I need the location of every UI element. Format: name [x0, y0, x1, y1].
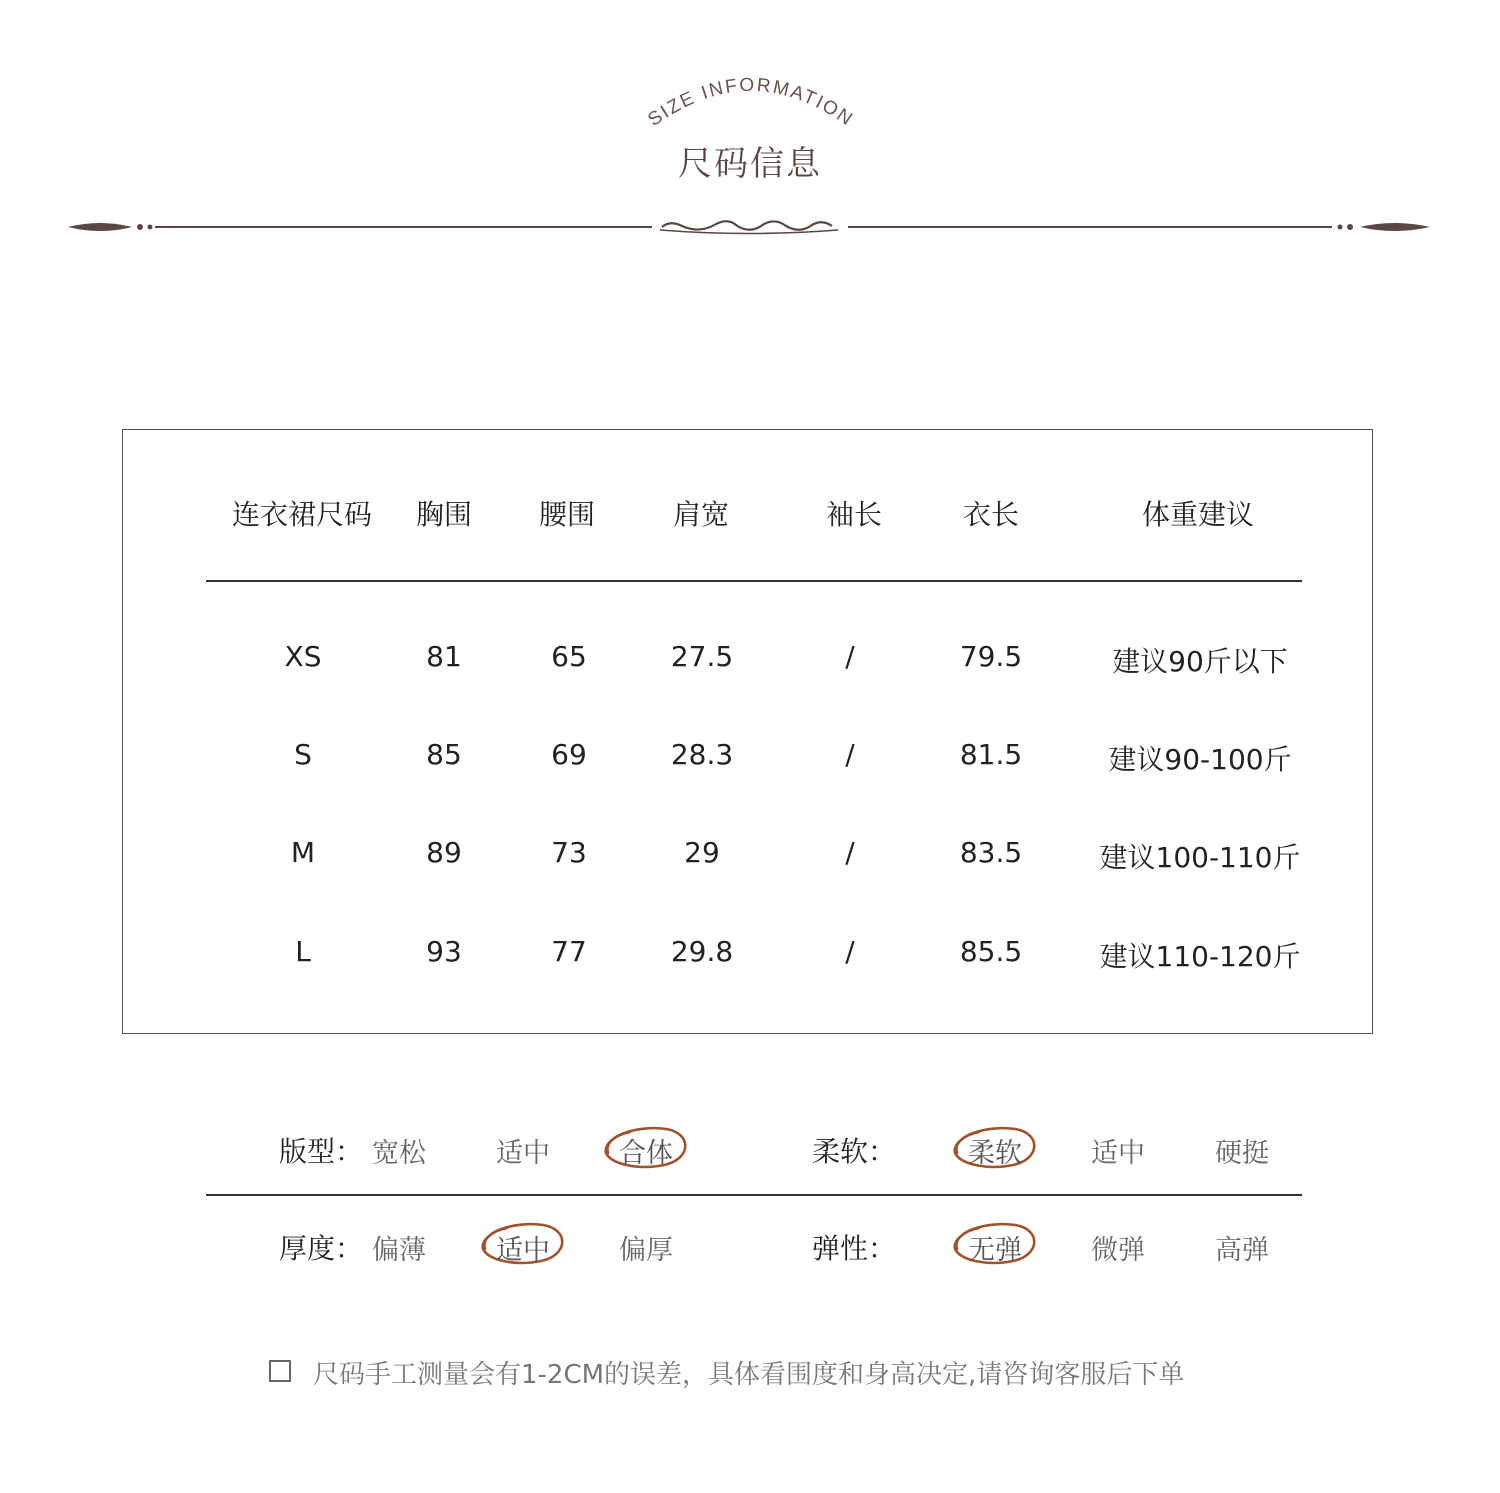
thickness-option-medium: 适中	[496, 1235, 550, 1266]
fit-label: 版型：	[279, 1135, 364, 1168]
title-en: SIZE INFORMATION	[644, 74, 858, 131]
table-cell: 83.5	[959, 836, 1023, 869]
table-cell: /	[845, 738, 855, 771]
checkbox-icon	[269, 1360, 291, 1382]
table-cell: 93	[426, 935, 462, 968]
table-cell: /	[845, 640, 855, 673]
elasticity-label: 弹性：	[812, 1232, 897, 1265]
table-cell: 85	[426, 738, 462, 771]
table-cell: 建议90斤以下	[1112, 645, 1288, 678]
table-cell: M	[290, 836, 316, 869]
col-header-weight: 体重建议	[1141, 498, 1255, 531]
table-cell: 73	[551, 836, 587, 869]
fit-option-loose: 宽松	[372, 1138, 426, 1169]
page-title: 尺码信息	[678, 144, 822, 184]
softness-option-stiff: 硬挺	[1215, 1138, 1269, 1169]
header-rule	[206, 580, 1302, 582]
col-header-sleeve: 袖长	[825, 498, 883, 531]
ornamental-divider	[60, 210, 1440, 244]
table-cell: 81	[426, 640, 462, 673]
col-header-size: 连衣裙尺码	[231, 498, 373, 531]
svg-text:SIZE INFORMATION	[644, 75, 857, 131]
softness-option-soft: 柔软	[968, 1138, 1022, 1169]
table-cell: 29.8	[670, 935, 734, 968]
elasticity-option-none: 无弹	[968, 1235, 1022, 1266]
table-cell: 85.5	[959, 935, 1023, 968]
measurement-note: 尺码手工测量会有1-2CM的误差，具体看围度和身高决定,请咨询客服后下单	[313, 1360, 1185, 1390]
table-cell: 81.5	[959, 738, 1023, 771]
softness-label: 柔软：	[812, 1135, 897, 1168]
fit-option-regular: 适中	[496, 1138, 550, 1169]
thickness-option-thick: 偏厚	[619, 1235, 673, 1266]
elasticity-option-slight: 微弹	[1091, 1235, 1145, 1266]
table-cell: 29	[684, 836, 720, 869]
table-cell: XS	[284, 640, 322, 673]
fit-option-fitted: 合体	[619, 1138, 673, 1169]
table-cell: /	[845, 836, 855, 869]
table-cell: 65	[551, 640, 587, 673]
col-header-length: 衣长	[962, 498, 1020, 531]
table-cell: 69	[551, 738, 587, 771]
table-cell: 79.5	[959, 640, 1023, 673]
table-cell: 89	[426, 836, 462, 869]
table-cell: 建议110-120斤	[1099, 940, 1301, 973]
thickness-option-thin: 偏薄	[372, 1235, 426, 1266]
col-header-waist: 腰围	[538, 498, 596, 531]
table-cell: 27.5	[670, 640, 734, 673]
attributes-rule	[206, 1194, 1302, 1196]
table-cell: 77	[551, 935, 587, 968]
table-cell: 28.3	[670, 738, 734, 771]
table-cell: /	[845, 935, 855, 968]
table-cell: 建议90-100斤	[1108, 743, 1292, 776]
table-cell: S	[294, 738, 312, 771]
thickness-label: 厚度：	[279, 1232, 364, 1265]
col-header-shoulder: 肩宽	[672, 498, 730, 531]
table-cell: L	[295, 935, 311, 968]
col-header-bust: 胸围	[415, 498, 473, 531]
table-cell: 建议100-110斤	[1099, 841, 1301, 874]
elasticity-option-high: 高弹	[1215, 1235, 1269, 1266]
softness-option-medium: 适中	[1091, 1138, 1145, 1169]
